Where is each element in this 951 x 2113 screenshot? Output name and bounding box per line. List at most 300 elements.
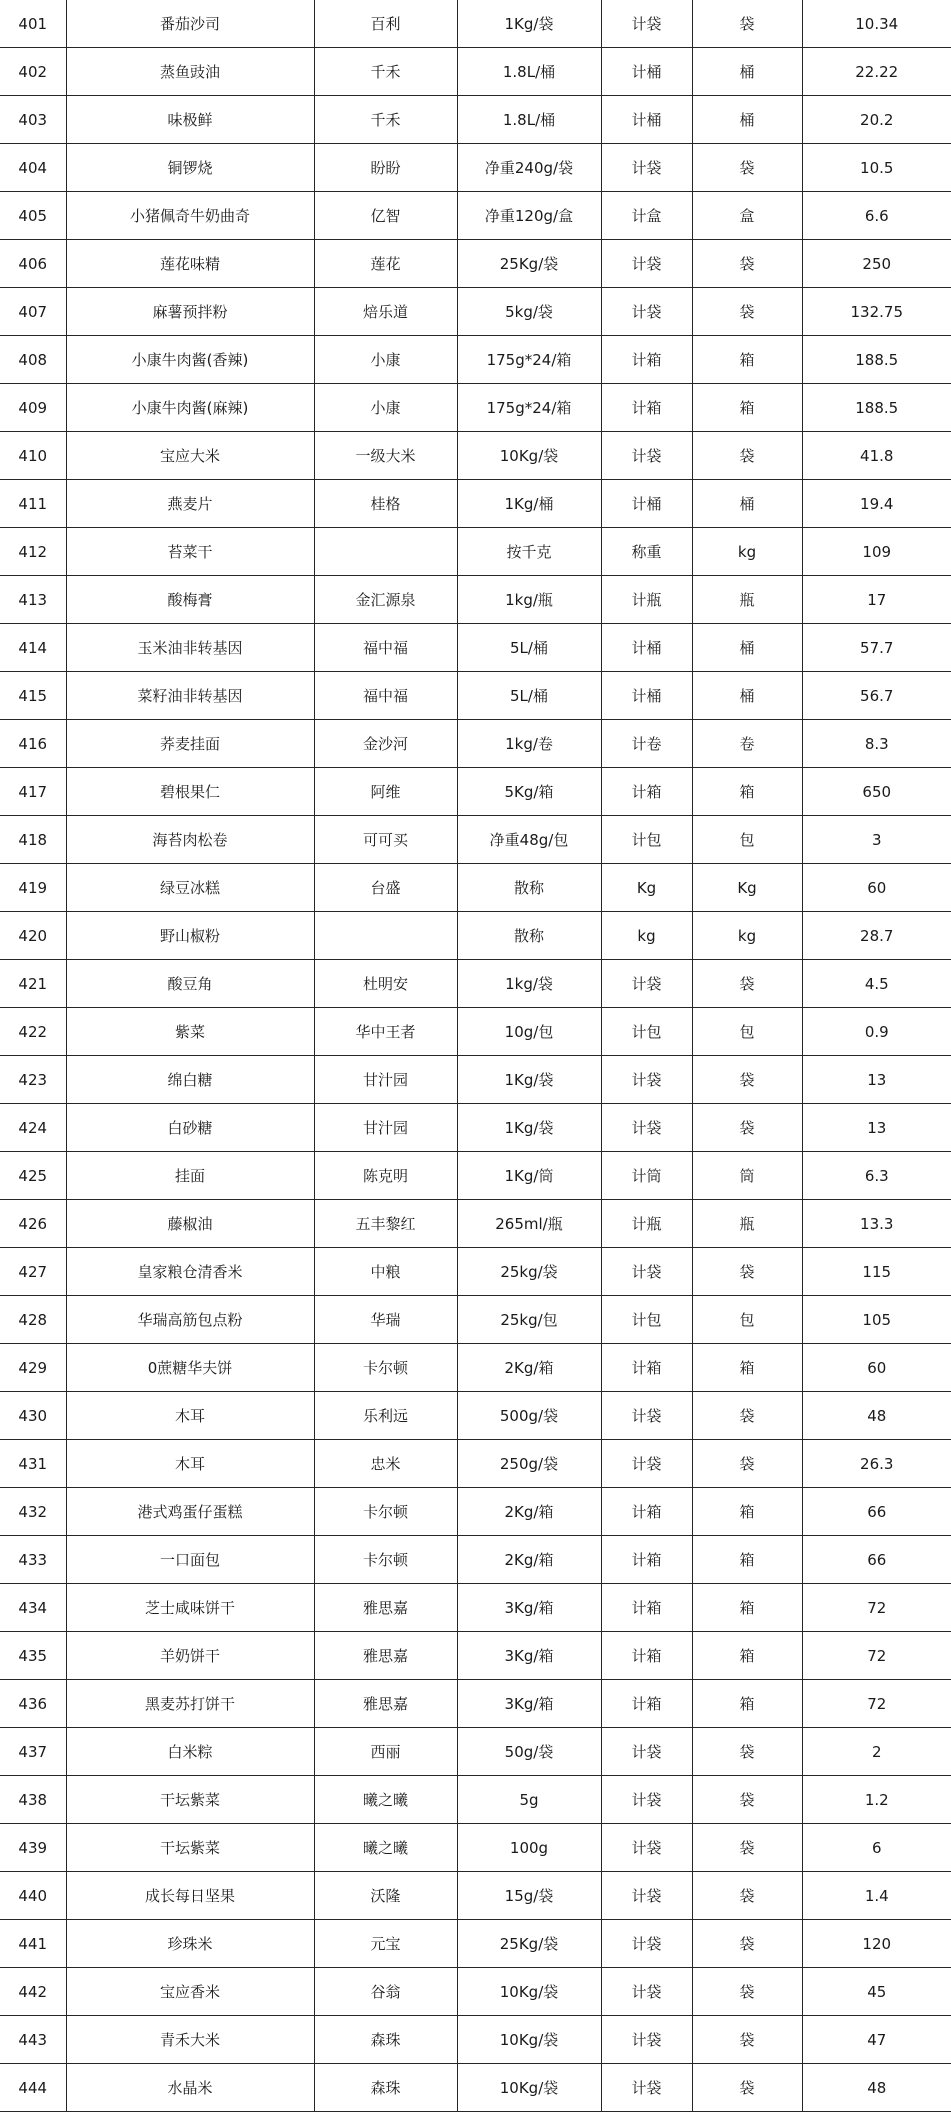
spec-cell: 1Kg/筒 — [457, 1152, 601, 1200]
table-row — [0, 624, 951, 672]
item-number-cell: 433 — [0, 1536, 66, 1584]
pricing-method-cell: 计袋 — [601, 1968, 692, 2016]
spec-cell: 3Kg/箱 — [457, 1584, 601, 1632]
price-cell: 6 — [802, 1824, 951, 1872]
table-row — [0, 240, 951, 288]
unit-cell: 袋 — [692, 1728, 802, 1776]
table-row — [0, 1152, 951, 1200]
unit-cell: 袋 — [692, 1920, 802, 1968]
unit-cell: 袋 — [692, 1824, 802, 1872]
table-row — [0, 1440, 951, 1488]
price-cell: 6.3 — [802, 1152, 951, 1200]
price-cell: 56.7 — [802, 672, 951, 720]
product-name-cell: 玉米油非转基因 — [66, 624, 314, 672]
table-row — [0, 144, 951, 192]
item-number-cell: 418 — [0, 816, 66, 864]
unit-cell: 袋 — [692, 1872, 802, 1920]
table-row — [0, 432, 951, 480]
brand-cell: 阿维 — [314, 768, 457, 816]
item-number-cell: 426 — [0, 1200, 66, 1248]
item-number-cell: 442 — [0, 1968, 66, 2016]
price-cell: 8.3 — [802, 720, 951, 768]
item-number-cell: 437 — [0, 1728, 66, 1776]
brand-cell: 百利 — [314, 0, 457, 48]
pricing-method-cell: 计袋 — [601, 2064, 692, 2112]
item-number-cell: 423 — [0, 1056, 66, 1104]
item-number-cell: 409 — [0, 384, 66, 432]
pricing-method-cell: 计包 — [601, 816, 692, 864]
brand-cell — [314, 912, 457, 960]
product-name-cell: 小康牛肉酱(香辣) — [66, 336, 314, 384]
product-name-cell: 木耳 — [66, 1392, 314, 1440]
spec-cell: 5g — [457, 1776, 601, 1824]
spec-cell: 15g/袋 — [457, 1872, 601, 1920]
unit-cell: 箱 — [692, 1680, 802, 1728]
unit-cell: 袋 — [692, 432, 802, 480]
unit-cell: 袋 — [692, 2016, 802, 2064]
unit-cell: 袋 — [692, 2064, 802, 2112]
unit-cell: 袋 — [692, 1392, 802, 1440]
table-row — [0, 816, 951, 864]
spec-cell: 500g/袋 — [457, 1392, 601, 1440]
unit-cell: 袋 — [692, 288, 802, 336]
pricing-method-cell: 计筒 — [601, 1152, 692, 1200]
item-number-cell: 434 — [0, 1584, 66, 1632]
item-number-cell: 440 — [0, 1872, 66, 1920]
product-name-cell: 珍珠米 — [66, 1920, 314, 1968]
table-row — [0, 960, 951, 1008]
price-cell: 650 — [802, 768, 951, 816]
product-name-cell: 紫菜 — [66, 1008, 314, 1056]
table-row — [0, 2064, 951, 2112]
spec-cell: 100g — [457, 1824, 601, 1872]
item-number-cell: 424 — [0, 1104, 66, 1152]
product-name-cell: 莲花味精 — [66, 240, 314, 288]
item-number-cell: 411 — [0, 480, 66, 528]
price-cell: 45 — [802, 1968, 951, 2016]
item-number-cell: 413 — [0, 576, 66, 624]
table-row — [0, 1248, 951, 1296]
unit-cell: 袋 — [692, 0, 802, 48]
pricing-method-cell: 计盒 — [601, 192, 692, 240]
product-name-cell: 酸豆角 — [66, 960, 314, 1008]
pricing-method-cell: 计袋 — [601, 1440, 692, 1488]
item-number-cell: 420 — [0, 912, 66, 960]
brand-cell: 盼盼 — [314, 144, 457, 192]
brand-cell: 忠米 — [314, 1440, 457, 1488]
table-row — [0, 1824, 951, 1872]
table-row — [0, 912, 951, 960]
table-row — [0, 1872, 951, 1920]
brand-cell: 可可买 — [314, 816, 457, 864]
product-name-cell: 野山椒粉 — [66, 912, 314, 960]
item-number-cell: 407 — [0, 288, 66, 336]
product-name-cell: 一口面包 — [66, 1536, 314, 1584]
item-number-cell: 410 — [0, 432, 66, 480]
item-number-cell: 416 — [0, 720, 66, 768]
product-name-cell: 菜籽油非转基因 — [66, 672, 314, 720]
price-cell: 120 — [802, 1920, 951, 1968]
price-cell: 22.22 — [802, 48, 951, 96]
pricing-method-cell: 计袋 — [601, 432, 692, 480]
pricing-method-cell: 计袋 — [601, 288, 692, 336]
product-name-cell: 宝应大米 — [66, 432, 314, 480]
brand-cell: 小康 — [314, 336, 457, 384]
price-cell: 6.6 — [802, 192, 951, 240]
price-cell: 109 — [802, 528, 951, 576]
spec-cell: 散称 — [457, 864, 601, 912]
unit-cell: 包 — [692, 816, 802, 864]
spec-cell: 25kg/包 — [457, 1296, 601, 1344]
unit-cell: 袋 — [692, 240, 802, 288]
pricing-method-cell: 计箱 — [601, 384, 692, 432]
product-name-cell: 0蔗糖华夫饼 — [66, 1344, 314, 1392]
unit-cell: 袋 — [692, 1248, 802, 1296]
item-number-cell: 441 — [0, 1920, 66, 1968]
spec-cell: 10Kg/袋 — [457, 2064, 601, 2112]
spec-cell: 5L/桶 — [457, 672, 601, 720]
unit-cell: 桶 — [692, 672, 802, 720]
spec-cell: 3Kg/箱 — [457, 1680, 601, 1728]
spec-cell: 1.8L/桶 — [457, 96, 601, 144]
table-row — [0, 1728, 951, 1776]
price-cell: 10.34 — [802, 0, 951, 48]
brand-cell: 甘汁园 — [314, 1104, 457, 1152]
spec-cell: 25Kg/袋 — [457, 240, 601, 288]
unit-cell: 袋 — [692, 1440, 802, 1488]
brand-cell: 卡尔顿 — [314, 1536, 457, 1584]
unit-cell: 瓶 — [692, 576, 802, 624]
spec-cell: 175g*24/箱 — [457, 336, 601, 384]
unit-cell: 桶 — [692, 96, 802, 144]
item-number-cell: 408 — [0, 336, 66, 384]
price-cell: 0.9 — [802, 1008, 951, 1056]
unit-cell: 箱 — [692, 1584, 802, 1632]
price-cell: 13 — [802, 1104, 951, 1152]
price-cell: 66 — [802, 1536, 951, 1584]
price-cell: 250 — [802, 240, 951, 288]
table-row — [0, 1536, 951, 1584]
pricing-method-cell: 计箱 — [601, 1632, 692, 1680]
unit-cell: kg — [692, 912, 802, 960]
pricing-method-cell: 计袋 — [601, 1872, 692, 1920]
brand-cell: 雅思嘉 — [314, 1584, 457, 1632]
brand-cell: 焙乐道 — [314, 288, 457, 336]
item-number-cell: 430 — [0, 1392, 66, 1440]
brand-cell: 森珠 — [314, 2064, 457, 2112]
brand-cell: 亿智 — [314, 192, 457, 240]
pricing-method-cell: 计箱 — [601, 1536, 692, 1584]
spec-cell: 1Kg/袋 — [457, 1104, 601, 1152]
price-cell: 20.2 — [802, 96, 951, 144]
product-name-cell: 华瑞高筋包点粉 — [66, 1296, 314, 1344]
pricing-method-cell: 计箱 — [601, 1584, 692, 1632]
spec-cell: 10Kg/袋 — [457, 432, 601, 480]
product-name-cell: 黑麦苏打饼干 — [66, 1680, 314, 1728]
table-row — [0, 1056, 951, 1104]
item-number-cell: 401 — [0, 0, 66, 48]
spec-cell: 5Kg/箱 — [457, 768, 601, 816]
spec-cell: 2Kg/箱 — [457, 1536, 601, 1584]
item-number-cell: 425 — [0, 1152, 66, 1200]
price-cell: 2 — [802, 1728, 951, 1776]
brand-cell: 福中福 — [314, 624, 457, 672]
pricing-method-cell: 计箱 — [601, 1680, 692, 1728]
table-row — [0, 384, 951, 432]
product-name-cell: 燕麦片 — [66, 480, 314, 528]
brand-cell: 台盛 — [314, 864, 457, 912]
table-row — [0, 336, 951, 384]
item-number-cell: 404 — [0, 144, 66, 192]
pricing-method-cell: 计袋 — [601, 960, 692, 1008]
unit-cell: 盒 — [692, 192, 802, 240]
pricing-method-cell: 称重 — [601, 528, 692, 576]
spec-cell: 10Kg/袋 — [457, 2016, 601, 2064]
price-cell: 72 — [802, 1680, 951, 1728]
pricing-method-cell: 计袋 — [601, 1056, 692, 1104]
spec-cell: 1kg/袋 — [457, 960, 601, 1008]
unit-cell: 箱 — [692, 1344, 802, 1392]
unit-cell: kg — [692, 528, 802, 576]
price-cell: 17 — [802, 576, 951, 624]
spec-cell: 265ml/瓶 — [457, 1200, 601, 1248]
spec-cell: 10g/包 — [457, 1008, 601, 1056]
table-row — [0, 480, 951, 528]
pricing-method-cell: 计卷 — [601, 720, 692, 768]
product-name-cell: 小猪佩奇牛奶曲奇 — [66, 192, 314, 240]
table-row — [0, 1632, 951, 1680]
spec-cell: 1Kg/桶 — [457, 480, 601, 528]
pricing-method-cell: Kg — [601, 864, 692, 912]
product-name-cell: 番茄沙司 — [66, 0, 314, 48]
table-row — [0, 288, 951, 336]
pricing-method-cell: 计包 — [601, 1296, 692, 1344]
spec-cell: 1kg/卷 — [457, 720, 601, 768]
product-name-cell: 味极鲜 — [66, 96, 314, 144]
brand-cell: 曦之曦 — [314, 1824, 457, 1872]
item-number-cell: 422 — [0, 1008, 66, 1056]
brand-cell: 沃隆 — [314, 1872, 457, 1920]
unit-cell: 箱 — [692, 1632, 802, 1680]
product-name-cell: 白米粽 — [66, 1728, 314, 1776]
pricing-method-cell: 计袋 — [601, 1920, 692, 1968]
price-cell: 72 — [802, 1632, 951, 1680]
item-number-cell: 402 — [0, 48, 66, 96]
pricing-method-cell: 计袋 — [601, 0, 692, 48]
pricing-method-cell: 计箱 — [601, 336, 692, 384]
brand-cell: 莲花 — [314, 240, 457, 288]
pricing-method-cell: 计瓶 — [601, 1200, 692, 1248]
unit-cell: 卷 — [692, 720, 802, 768]
pricing-method-cell: kg — [601, 912, 692, 960]
table-row — [0, 768, 951, 816]
price-cell: 19.4 — [802, 480, 951, 528]
table-row — [0, 48, 951, 96]
spec-cell: 净重120g/盒 — [457, 192, 601, 240]
item-number-cell: 414 — [0, 624, 66, 672]
price-cell: 57.7 — [802, 624, 951, 672]
product-name-cell: 皇家粮仓清香米 — [66, 1248, 314, 1296]
price-cell: 60 — [802, 1344, 951, 1392]
spec-cell: 50g/袋 — [457, 1728, 601, 1776]
unit-cell: 包 — [692, 1296, 802, 1344]
unit-cell: 桶 — [692, 480, 802, 528]
price-cell: 66 — [802, 1488, 951, 1536]
pricing-method-cell: 计瓶 — [601, 576, 692, 624]
unit-cell: Kg — [692, 864, 802, 912]
spec-cell: 1Kg/袋 — [457, 1056, 601, 1104]
pricing-method-cell: 计桶 — [601, 672, 692, 720]
pricing-method-cell: 计袋 — [601, 144, 692, 192]
brand-cell: 金沙河 — [314, 720, 457, 768]
price-cell: 1.4 — [802, 1872, 951, 1920]
brand-cell: 谷翁 — [314, 1968, 457, 2016]
table-row — [0, 528, 951, 576]
brand-cell: 小康 — [314, 384, 457, 432]
brand-cell: 乐利远 — [314, 1392, 457, 1440]
unit-cell: 桶 — [692, 624, 802, 672]
item-number-cell: 435 — [0, 1632, 66, 1680]
product-name-cell: 羊奶饼干 — [66, 1632, 314, 1680]
item-number-cell: 443 — [0, 2016, 66, 2064]
product-name-cell: 水晶米 — [66, 2064, 314, 2112]
unit-cell: 箱 — [692, 768, 802, 816]
price-cell: 188.5 — [802, 336, 951, 384]
price-cell: 60 — [802, 864, 951, 912]
spec-cell: 1.8L/桶 — [457, 48, 601, 96]
spec-cell: 净重48g/包 — [457, 816, 601, 864]
product-name-cell: 藤椒油 — [66, 1200, 314, 1248]
brand-cell: 森珠 — [314, 2016, 457, 2064]
product-name-cell: 酸梅膏 — [66, 576, 314, 624]
item-number-cell: 421 — [0, 960, 66, 1008]
table-row — [0, 720, 951, 768]
price-cell: 72 — [802, 1584, 951, 1632]
product-name-cell: 芝士咸味饼干 — [66, 1584, 314, 1632]
spec-cell: 10Kg/袋 — [457, 1968, 601, 2016]
table-row — [0, 1392, 951, 1440]
brand-cell: 卡尔顿 — [314, 1344, 457, 1392]
pricing-method-cell: 计袋 — [601, 1776, 692, 1824]
brand-cell: 桂格 — [314, 480, 457, 528]
brand-cell: 五丰黎红 — [314, 1200, 457, 1248]
spec-cell: 5kg/袋 — [457, 288, 601, 336]
unit-cell: 袋 — [692, 1104, 802, 1152]
product-name-cell: 铜锣烧 — [66, 144, 314, 192]
unit-cell: 袋 — [692, 1776, 802, 1824]
brand-cell: 中粮 — [314, 1248, 457, 1296]
item-number-cell: 431 — [0, 1440, 66, 1488]
spec-cell: 175g*24/箱 — [457, 384, 601, 432]
item-number-cell: 428 — [0, 1296, 66, 1344]
item-number-cell: 427 — [0, 1248, 66, 1296]
spec-cell: 250g/袋 — [457, 1440, 601, 1488]
spec-cell: 25kg/袋 — [457, 1248, 601, 1296]
spec-cell: 25Kg/袋 — [457, 1920, 601, 1968]
pricing-method-cell: 计袋 — [601, 240, 692, 288]
table-row — [0, 672, 951, 720]
unit-cell: 筒 — [692, 1152, 802, 1200]
pricing-method-cell: 计桶 — [601, 48, 692, 96]
brand-cell: 陈克明 — [314, 1152, 457, 1200]
price-cell: 188.5 — [802, 384, 951, 432]
price-cell: 115 — [802, 1248, 951, 1296]
spec-cell: 2Kg/箱 — [457, 1344, 601, 1392]
item-number-cell: 403 — [0, 96, 66, 144]
product-name-cell: 白砂糖 — [66, 1104, 314, 1152]
unit-cell: 包 — [692, 1008, 802, 1056]
item-number-cell: 432 — [0, 1488, 66, 1536]
price-cell: 105 — [802, 1296, 951, 1344]
brand-cell: 甘汁园 — [314, 1056, 457, 1104]
item-number-cell: 417 — [0, 768, 66, 816]
unit-cell: 箱 — [692, 384, 802, 432]
table-row — [0, 2016, 951, 2064]
spec-cell: 1Kg/袋 — [457, 0, 601, 48]
brand-cell: 雅思嘉 — [314, 1680, 457, 1728]
pricing-method-cell: 计箱 — [601, 1488, 692, 1536]
product-name-cell: 海苔肉松卷 — [66, 816, 314, 864]
price-cell: 47 — [802, 2016, 951, 2064]
brand-cell: 曦之曦 — [314, 1776, 457, 1824]
table-row — [0, 1344, 951, 1392]
price-cell: 4.5 — [802, 960, 951, 1008]
product-name-cell: 绿豆冰糕 — [66, 864, 314, 912]
price-cell: 48 — [802, 1392, 951, 1440]
pricing-method-cell: 计箱 — [601, 1344, 692, 1392]
unit-cell: 箱 — [692, 336, 802, 384]
table-row — [0, 864, 951, 912]
table-row — [0, 1296, 951, 1344]
unit-cell: 袋 — [692, 1968, 802, 2016]
item-number-cell: 436 — [0, 1680, 66, 1728]
product-name-cell: 成长每日坚果 — [66, 1872, 314, 1920]
unit-cell: 箱 — [692, 1488, 802, 1536]
product-name-cell: 蒸鱼豉油 — [66, 48, 314, 96]
brand-cell: 一级大米 — [314, 432, 457, 480]
pricing-method-cell: 计袋 — [601, 1824, 692, 1872]
product-name-cell: 小康牛肉酱(麻辣) — [66, 384, 314, 432]
product-name-cell: 挂面 — [66, 1152, 314, 1200]
pricing-method-cell: 计桶 — [601, 624, 692, 672]
price-cell: 26.3 — [802, 1440, 951, 1488]
unit-cell: 瓶 — [692, 1200, 802, 1248]
product-name-cell: 干坛紫菜 — [66, 1824, 314, 1872]
table-row — [0, 1968, 951, 2016]
item-number-cell: 415 — [0, 672, 66, 720]
brand-cell: 雅思嘉 — [314, 1632, 457, 1680]
brand-cell: 卡尔顿 — [314, 1488, 457, 1536]
table-row — [0, 1584, 951, 1632]
product-name-cell: 青禾大米 — [66, 2016, 314, 2064]
brand-cell: 元宝 — [314, 1920, 457, 1968]
product-name-cell: 荞麦挂面 — [66, 720, 314, 768]
pricing-method-cell: 计袋 — [601, 1728, 692, 1776]
table-row — [0, 192, 951, 240]
pricing-method-cell: 计箱 — [601, 768, 692, 816]
table-row — [0, 1920, 951, 1968]
item-number-cell: 419 — [0, 864, 66, 912]
product-name-cell: 绵白糖 — [66, 1056, 314, 1104]
table-row — [0, 576, 951, 624]
table-row — [0, 1104, 951, 1152]
item-number-cell: 412 — [0, 528, 66, 576]
brand-cell: 千禾 — [314, 48, 457, 96]
brand-cell: 西丽 — [314, 1728, 457, 1776]
brand-cell — [314, 528, 457, 576]
spec-cell: 2Kg/箱 — [457, 1488, 601, 1536]
brand-cell: 杜明安 — [314, 960, 457, 1008]
